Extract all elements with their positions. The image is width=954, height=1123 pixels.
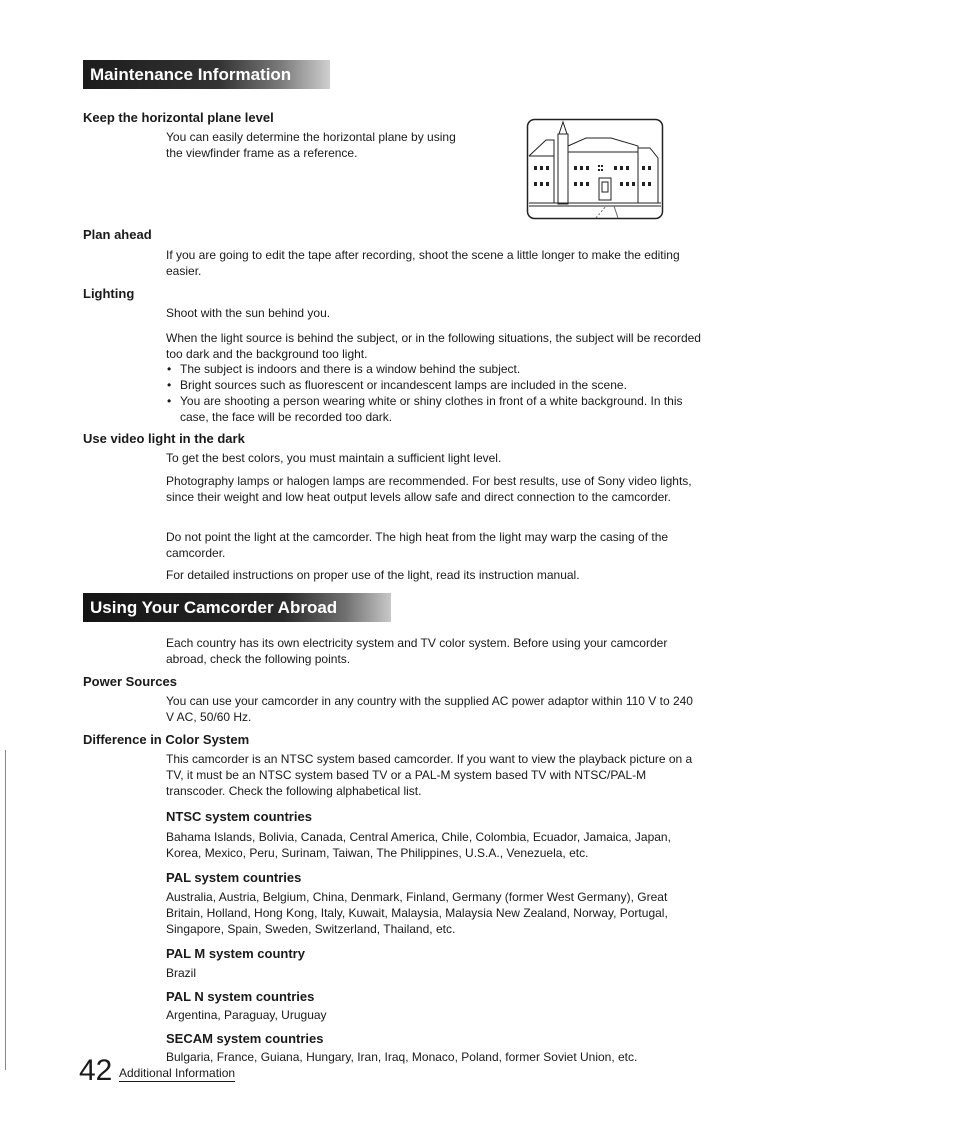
heading-pal: PAL system countries	[166, 870, 302, 885]
heading-horizontal-plane: Keep the horizontal plane level	[83, 110, 274, 125]
text-horizontal-plane: You can easily determine the horizontal plane by using the viewfinder frame as a reference.	[166, 130, 456, 160]
footer-section-label: Additional Information	[119, 1066, 236, 1080]
text-pal-n: Argentina, Paraguay, Uruguay	[166, 1008, 327, 1022]
viewfinder-illustration	[526, 118, 664, 220]
heading-video-light: Use video light in the dark	[83, 431, 245, 446]
text-lighting-1: Shoot with the sun behind you.	[166, 306, 331, 320]
heading-lighting: Lighting	[83, 286, 135, 301]
section-banner-maintenance: Maintenance Information	[83, 60, 330, 89]
heading-plan-ahead: Plan ahead	[83, 227, 152, 242]
list-item: • Bright sources such as fluorescent or incandescent lamps are included in the scene.	[166, 377, 714, 393]
text-abroad-intro: Each country has its own electricity system and TV color system. Before using your camcorder abroad, check the following points.	[166, 636, 668, 666]
text-lighting-2: When the light source is behind the subject, or in the following situations, the subject will be recorded too dark and the background too light.	[166, 331, 701, 361]
heading-pal-n: PAL N system countries	[166, 989, 315, 1004]
lighting-bullet-list	[166, 361, 714, 425]
section-banner-abroad: Using Your Camcorder Abroad	[83, 593, 391, 622]
text-pal-m: Brazil	[166, 966, 197, 980]
text-video-light-1: To get the best colors, you must maintain a sufficient light level.	[166, 451, 502, 465]
text-video-light-2: Photography lamps or halogen lamps are recommended. For best results, use of Sony video lights, since their weight and low heat output levels allow safe and direct connection to the camcorder.	[166, 474, 692, 504]
heading-pal-m: PAL M system country	[166, 946, 305, 961]
text-power-sources: You can use your camcorder in any country with the supplied AC power adaptor within 110 V to 240 V AC, 50/60 Hz.	[166, 694, 693, 724]
text-video-light-4: For detailed instructions on proper use of the light, read its instruction manual.	[166, 568, 580, 582]
text-plan-ahead: If you are going to edit the tape after recording, shoot the scene a little longer to make the editing easier.	[166, 248, 680, 278]
text-secam: Bulgaria, France, Guiana, Hungary, Iran, Iraq, Monaco, Poland, former Soviet Union, etc.	[166, 1050, 638, 1064]
text-video-light-3: Do not point the light at the camcorder. The high heat from the light may warp the casing of the camcorder.	[166, 530, 669, 560]
list-item: • The subject is indoors and there is a window behind the subject.	[166, 361, 714, 377]
margin-rule	[5, 750, 6, 1070]
page-number: 42	[79, 1054, 113, 1087]
heading-power-sources: Power Sources	[83, 674, 177, 689]
heading-color-system: Difference in Color System	[83, 732, 250, 747]
heading-ntsc: NTSC system countries	[166, 809, 312, 824]
text-pal: Australia, Austria, Belgium, China, Denmark, Finland, Germany (former West Germany), Great Britain, Holland, Hong Kong, Italy, Kuwait, Malaysia, Malaysia New Zealand, Norway, Portugal, Singapore, Spain, Sweden, Switzerland, Thailand, etc.	[166, 890, 668, 936]
text-color-system: This camcorder is an NTSC system based camcorder. If you want to view the playback picture on a TV, it must be an NTSC system based TV or a PAL-M system based TV with NTSC/PAL-M transcoder. Check the following alphabetical list.	[166, 752, 693, 798]
heading-secam: SECAM system countries	[166, 1031, 324, 1046]
text-ntsc: Bahama Islands, Bolivia, Canada, Central America, Chile, Colombia, Ecuador, Jamaica, Japan, Korea, Mexico, Peru, Surinam, Taiwan, The Philippines, U.S.A., Venezuela, etc.	[166, 830, 671, 860]
list-item: • You are shooting a person wearing white or shiny clothes in front of a white background. In this case, the face will be recorded too dark.	[166, 393, 714, 425]
